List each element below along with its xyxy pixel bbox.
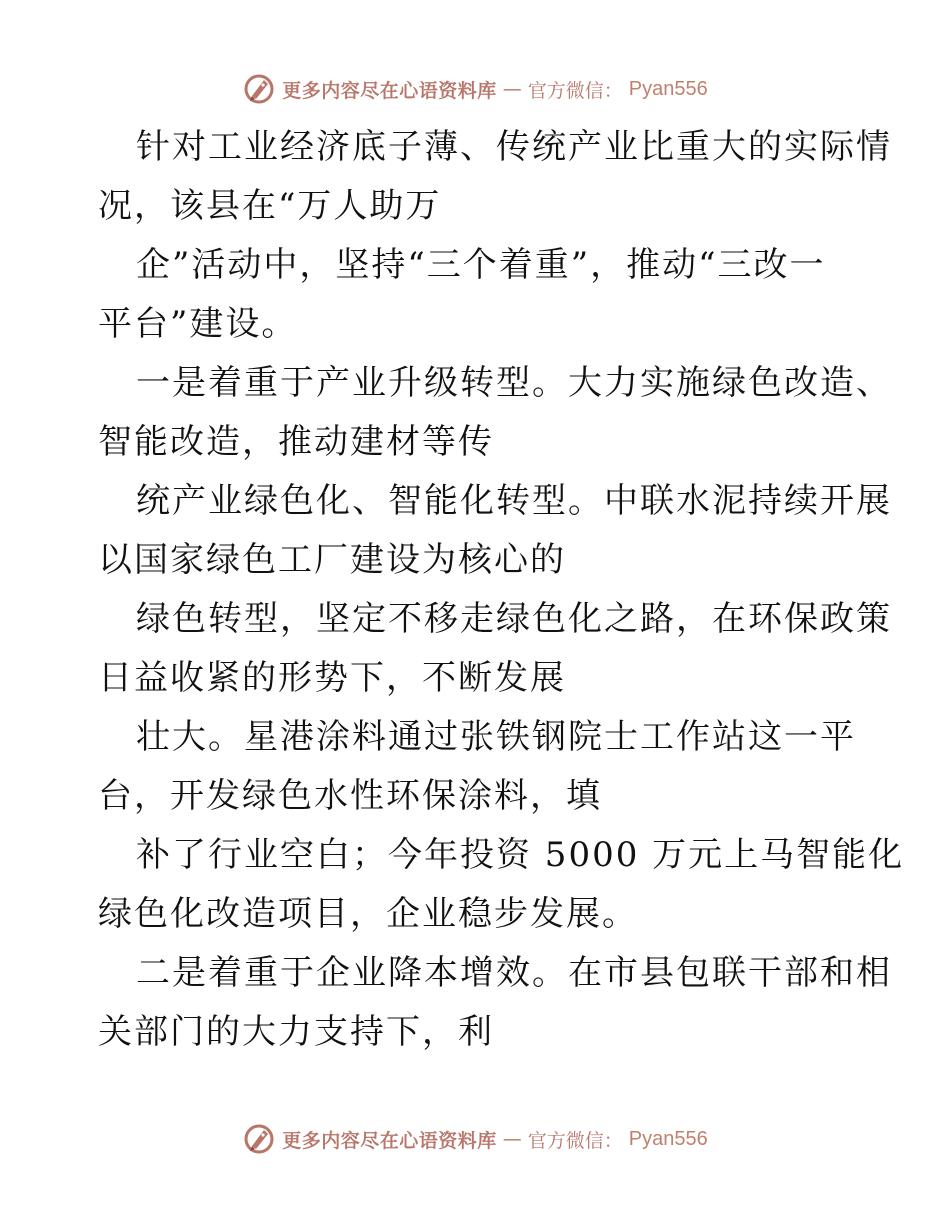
text-line: 针对工业经济底子薄、传统产业比重大的实际情 [136,127,892,167]
text-line: 况，该县在“万人助万 [98,186,442,226]
banner-separator: — [502,1128,522,1150]
text-line: 统产业绿色化、智能化转型。中联水泥持续开展 [136,481,892,521]
banner-wechat-label: 官方微信： [527,79,623,102]
text-line: 绿色转型，坚定不移走绿色化之路，在环保政策 [136,599,892,639]
text-line: 智能改造，推动建材等传 [98,422,494,462]
banner-separator: — [502,78,522,100]
text-line: 补了行业空白；今年投资 5000 万元上马智能化 [136,835,905,875]
text-line: 关部门的大力支持下，利 [98,1012,494,1052]
footer-banner [0,1122,950,1156]
text-line: 台，开发绿色水性环保涂料，填 [98,776,602,816]
header-banner [0,72,950,106]
text-line: 二是着重于企业降本增效。在市县包联干部和相 [136,953,892,993]
banner-wechat-id: Pyan556 [628,77,708,100]
text-line: 平台”建设。 [98,304,298,344]
text-line: 企”活动中，坚持“三个着重”，推动“三改一 [136,245,826,285]
document-body [98,118,905,1062]
pen-nib-logo-icon [242,1122,276,1156]
banner-main-text: 更多内容尽在心语资料库 [282,79,497,102]
banner-wechat-id: Pyan556 [628,1127,708,1150]
text-line: 壮大。星港涂料通过张铁钢院士工作站这一平 [136,717,856,757]
text-line: 绿色化改造项目，企业稳步发展。 [98,894,638,934]
banner-main-text: 更多内容尽在心语资料库 [282,1129,497,1152]
text-line: 一是着重于产业升级转型。大力实施绿色改造、 [136,363,892,403]
banner-wechat-label: 官方微信： [527,1129,623,1152]
pen-nib-logo-icon [242,72,276,106]
text-line: 以国家绿色工厂建设为核心的 [98,540,566,580]
text-line: 日益收紧的形势下，不断发展 [98,658,566,698]
